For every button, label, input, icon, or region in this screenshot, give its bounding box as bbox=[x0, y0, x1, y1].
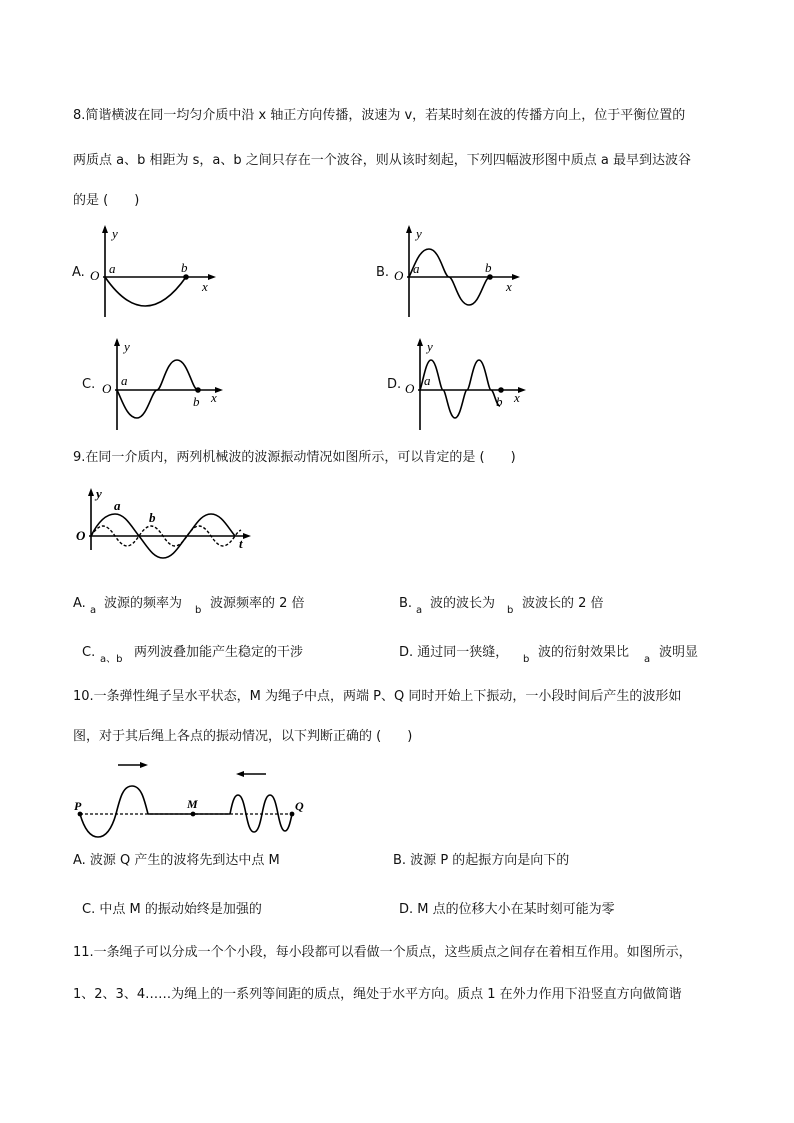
q9-option-a-mid: 波源的频率为 bbox=[104, 596, 183, 611]
q9-y-label: y bbox=[96, 486, 102, 501]
q10-m-label: M bbox=[187, 797, 198, 811]
q8-option-d-label: D. bbox=[387, 377, 402, 392]
q8-d-x-label: x bbox=[514, 390, 520, 405]
left-arrow-icon bbox=[236, 771, 244, 777]
q10-p-label: P bbox=[74, 799, 82, 813]
right-arrow-icon bbox=[140, 762, 148, 768]
q9-option-a-sub1: a bbox=[90, 605, 97, 616]
q8-a-y-label: y bbox=[112, 226, 118, 241]
q8-line3: 的是 ( ) bbox=[73, 193, 140, 208]
q8-c-o-label: O bbox=[102, 381, 112, 396]
q8-a-x-label: x bbox=[202, 279, 208, 294]
q8-c-b-label: b bbox=[193, 394, 200, 409]
q8-c-a-label: a bbox=[121, 373, 128, 388]
q8-b-x-label: x bbox=[506, 279, 512, 294]
q8-a-o-label: O bbox=[90, 268, 100, 283]
q8-a-a-label: a bbox=[109, 261, 116, 276]
q10-option-d: D. M 点的位移大小在某时刻可能为零 bbox=[399, 902, 615, 917]
q9-option-a-prefix: A. bbox=[73, 596, 86, 611]
q9-option-c-sub1: a、b bbox=[100, 654, 123, 665]
q8-d-o-label: O bbox=[405, 381, 415, 396]
q9-option-d-prefix: D. 通过同一狭缝， bbox=[399, 645, 509, 660]
q9-option-c-prefix: C. bbox=[82, 645, 96, 660]
q10-option-b: B. 波源 P 的起振方向是向下的 bbox=[393, 853, 570, 868]
q8-graph-a bbox=[88, 225, 228, 325]
q9-option-d-sub1: b bbox=[523, 654, 530, 665]
q8-d-y-label: y bbox=[427, 339, 433, 354]
q9-option-d-tail: 波明显 bbox=[659, 645, 699, 660]
q8-d-a-label: a bbox=[424, 373, 431, 388]
q10-q-label: Q bbox=[295, 799, 304, 813]
q8-graph-c bbox=[100, 338, 240, 438]
q9-stem: 9.在同一介质内，两列机械波的波源振动情况如图所示，可以肯定的是 ( ) bbox=[73, 450, 516, 465]
q9-o-label: O bbox=[76, 528, 86, 543]
q8-option-b-label: B. bbox=[376, 265, 390, 280]
q9-option-b-prefix: B. bbox=[399, 596, 413, 611]
q9-option-c-tail: 两列波叠加能产生稳定的干涉 bbox=[134, 645, 304, 660]
q9-t-label: t bbox=[239, 536, 243, 551]
q9-option-b-mid: 波的波长为 bbox=[430, 596, 496, 611]
q8-line1: 8.简谐横波在同一均匀介质中沿 x 轴正方向传播，波速为 v，若某时刻在波的传播方向上，位于平衡位置的 bbox=[73, 108, 686, 123]
q10-option-c: C. 中点 M 的振动始终是加强的 bbox=[82, 902, 262, 917]
q8-b-y-label: y bbox=[416, 226, 422, 241]
q8-b-a-label: a bbox=[413, 261, 420, 276]
q8-a-b-label: b bbox=[181, 260, 188, 275]
q8-line2: 两质点 a、b 相距为 s，a、b 之间只存在一个波谷，则从该时刻起，下列四幅波形图中质点 a 最早到达波谷 bbox=[73, 153, 691, 168]
q10-option-a: A. 波源 Q 产生的波将先到达中点 M bbox=[73, 853, 280, 868]
q8-c-x-label: x bbox=[211, 390, 217, 405]
q9-option-b-sub1: a bbox=[416, 605, 423, 616]
q8-graph-b bbox=[392, 225, 532, 325]
q9-option-b-tail: 波波长的 2 倍 bbox=[522, 596, 604, 611]
q10-line1: 10.一条弹性绳子呈水平状态，M 为绳子中点，两端 P、Q 同时开始上下振动，一小段时间后产生的波形如 bbox=[73, 689, 682, 704]
q9-option-d-sub2: a bbox=[644, 654, 651, 665]
q8-b-b-label: b bbox=[485, 260, 492, 275]
q9-b-label: b bbox=[149, 510, 156, 525]
q10-rope-diagram bbox=[72, 758, 312, 838]
q8-option-a-label: A. bbox=[72, 265, 85, 280]
q8-c-y-label: y bbox=[124, 339, 130, 354]
q9-vibration-graph bbox=[76, 486, 256, 556]
q10-line2: 图，对于其后绳上各点的振动情况，以下判断正确的 ( ) bbox=[73, 729, 413, 744]
q9-option-d-mid: 波的衍射效果比 bbox=[538, 645, 630, 660]
q9-a-label: a bbox=[114, 498, 121, 513]
q8-option-c-label: C. bbox=[82, 377, 96, 392]
q8-b-o-label: O bbox=[394, 268, 404, 283]
q8-d-b-label: b bbox=[496, 394, 503, 409]
q9-option-a-sub2: b bbox=[195, 605, 202, 616]
q9-option-b-sub2: b bbox=[507, 605, 514, 616]
q11-line2: 1、2、3、4……为绳上的一系列等间距的质点，绳处于水平方向。质点 1 在外力作用下沿竖直方向做简谐 bbox=[73, 987, 682, 1002]
q11-line1: 11.一条绳子可以分成一个个小段，每小段都可以看做一个质点，这些质点之间存在着相互作用。如图所示， bbox=[73, 945, 692, 960]
q8-graph-d bbox=[403, 338, 543, 438]
q9-option-a-tail: 波源频率的 2 倍 bbox=[210, 596, 305, 611]
